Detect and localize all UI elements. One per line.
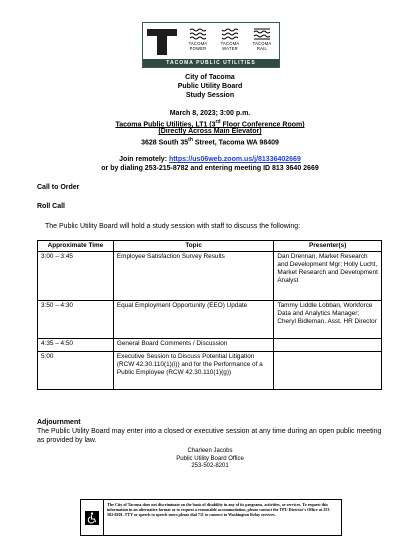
water-unit: [214, 23, 246, 60]
address-sup: th: [188, 137, 193, 143]
zoom-link[interactable]: https://us06web.zoom.us/j/81336402669: [168, 156, 301, 163]
t-logo-mark: [143, 23, 181, 60]
contact-office: Public Utility Board Office: [176, 455, 244, 462]
location-directions: (Directly Across Main Elevator): [158, 128, 262, 135]
column-header-topic: Topic: [113, 241, 274, 252]
time-cell: 3:50 – 4:30: [38, 301, 114, 339]
location-post: Floor Conference Room): [220, 121, 305, 129]
power-unit: [182, 23, 214, 60]
time-cell: 4:35 – 4:50: [38, 339, 114, 352]
topic-cell: Employee Satisfaction Survey Results: [113, 252, 274, 301]
contact-name: Charleen Jacobs: [187, 448, 233, 454]
accessibility-notice-text: The City of Tacoma does not discriminate on the basis of disability in any of its programs, activities, or services. To request this information in an alternative format or to request a reasonable accommodation, please contact the TPU Director's Office at 253-502-8201. TTY or speech to speech users please dial 711 to connect to Washington Relay services.: [107, 502, 331, 518]
presenter-cell: [274, 352, 382, 390]
intro-text: The Public Utility Board will hold a study session with staff to discuss the following:: [45, 223, 301, 230]
water-waves-icon: [220, 27, 240, 41]
column-header-time: Approximate Time: [38, 241, 114, 252]
power-waves-icon: [188, 27, 208, 41]
table-row: [38, 352, 382, 390]
rail-waves-icon: [252, 27, 272, 41]
location-pre: Tacoma Public Utilities, LT1 (3: [115, 121, 216, 129]
session-title: Study Session: [185, 92, 235, 99]
topic-cell: Executive Session to Discuss Potential Litigation (RCW 42.30.110(1)(i)) and for the Performance of a Public Employee (RCW 42.30.110(1)(g)): [113, 352, 274, 390]
topic-cell: General Board Comments / Discussion: [113, 339, 274, 352]
unit-line1: TACOMA: [252, 41, 272, 46]
presenter-cell: Tammy Liddle Lobban, Workforce Data and Analytics Manager; Cheryl Bidleman, Asst. HR Director: [274, 301, 382, 339]
rail-unit: [246, 23, 278, 60]
address-post: Street, Tacoma WA 98409: [192, 139, 279, 147]
table-row: [38, 339, 382, 352]
column-header-presenters: Presenter(s): [274, 241, 382, 252]
topic-cell: Equal Employment Opportunity (EEO) Update: [113, 301, 274, 339]
meeting-datetime: March 8, 2023; 3:00 p.m.: [169, 110, 251, 117]
unit-line1: TACOMA: [188, 41, 208, 46]
table-row: [38, 301, 382, 339]
time-cell: 5:00: [38, 352, 114, 390]
location-sup: rd: [215, 119, 221, 125]
dial-in-line: or by dialing 253-215-8782 and entering meeting ID 813 3640 2669: [101, 165, 319, 172]
meeting-address: [0, 136, 420, 147]
join-remote-line: [0, 155, 420, 164]
roll-call-heading: Roll Call: [37, 203, 66, 210]
unit-line2: WATER: [222, 46, 238, 51]
address-pre: 3628 South 35: [141, 139, 189, 147]
time-cell: 3:00 – 3:45: [38, 252, 114, 301]
adjournment-section: [37, 418, 387, 445]
board-title: Public Utility Board: [177, 83, 243, 90]
tacoma-public-utilities-logo: [142, 22, 280, 68]
logo-bar-text: TACOMA PUBLIC UTILITIES: [143, 59, 279, 67]
unit-line1: TACOMA: [220, 41, 240, 46]
presenter-cell: Dan Drennan, Market Research and Development Mgr; Holly Lucht, Market Research and Development Analyst: [274, 252, 382, 301]
table-header-row: [38, 241, 382, 252]
call-to-order-heading: Call to Order: [37, 184, 80, 191]
join-label: Join remotely:: [119, 156, 169, 163]
agenda-table: [37, 240, 382, 390]
adjournment-text: The Public Utility Board may enter into a closed or executive session at any time during an open public meeting as provided by law.: [37, 428, 382, 444]
wheelchair-accessibility-icon: [81, 500, 104, 535]
table-row: [38, 252, 382, 301]
unit-line2: RAIL: [256, 46, 268, 51]
unit-line2: POWER: [189, 46, 207, 51]
logo-units: [181, 23, 279, 60]
adjournment-heading: Adjournment: [37, 419, 81, 426]
presenter-cell: [274, 339, 382, 352]
accessibility-notice: [80, 499, 342, 536]
city-title: City of Tacoma: [185, 74, 235, 81]
contact-phone: 253-502-8201: [191, 463, 229, 469]
